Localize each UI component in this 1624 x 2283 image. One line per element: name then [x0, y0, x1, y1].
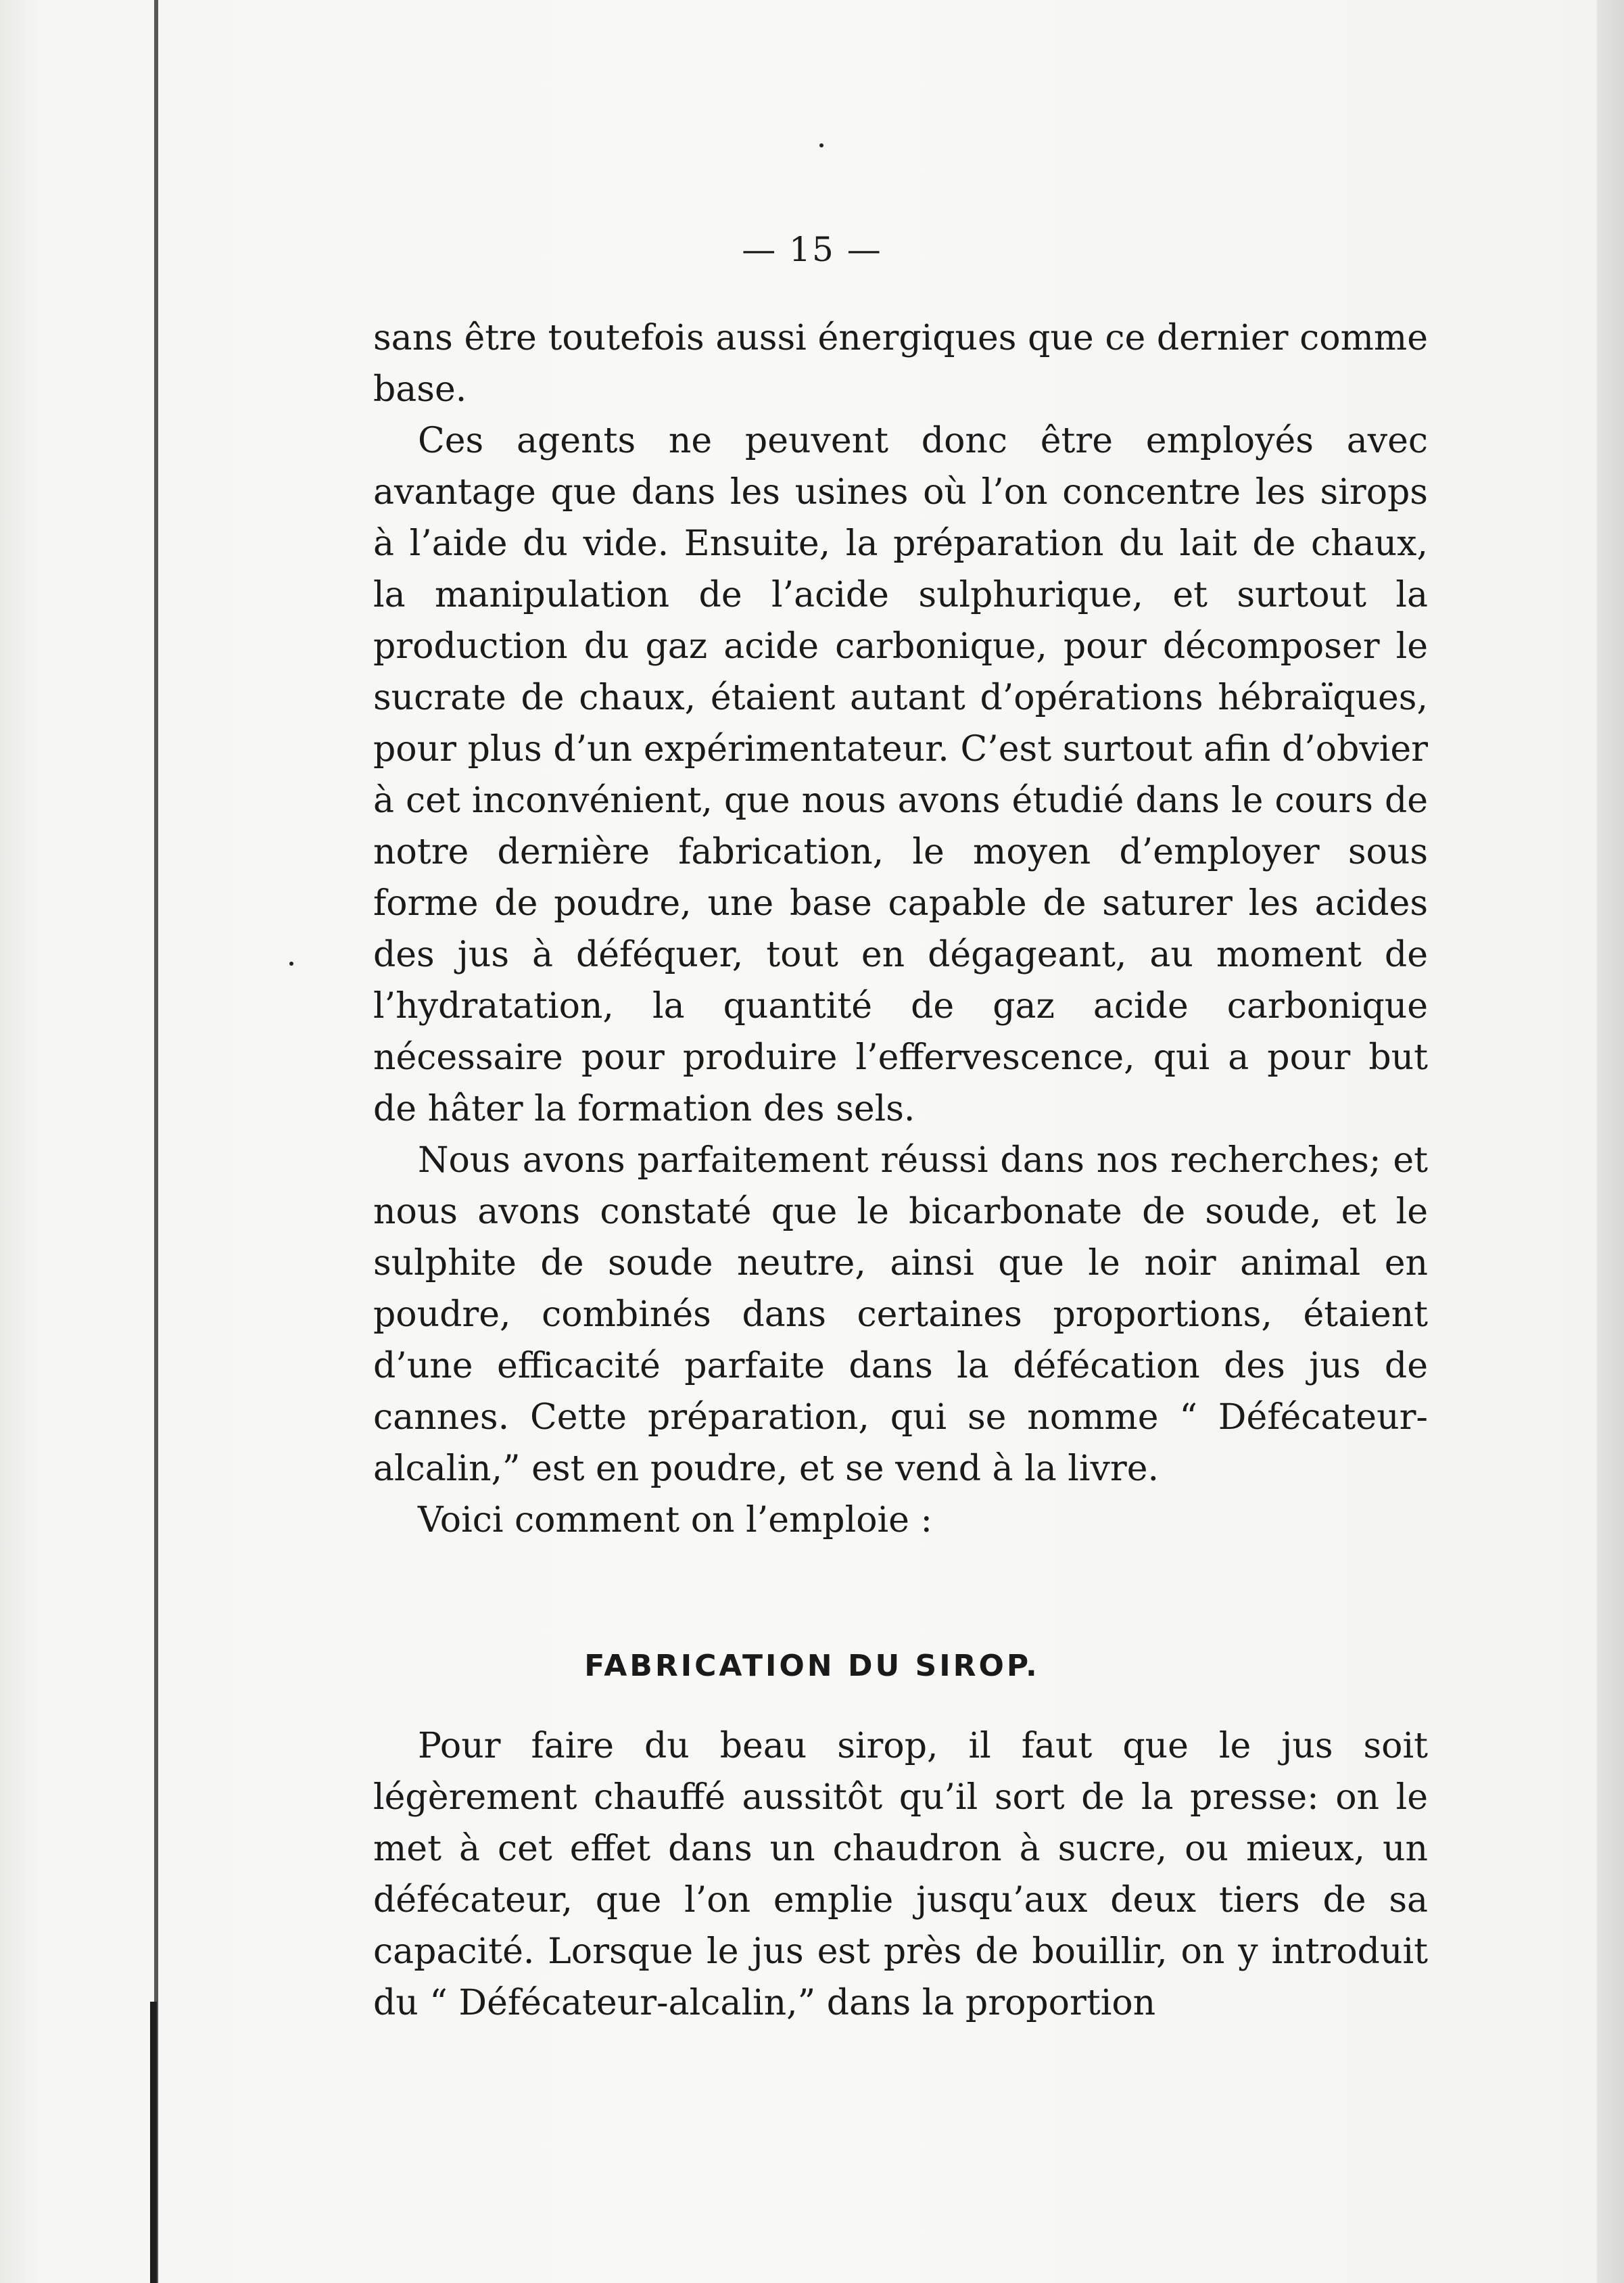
- body-text: [373, 312, 1428, 1546]
- section-text: [373, 1720, 1428, 2029]
- page-right-edge: [1597, 0, 1624, 2283]
- page-number: — 15 —: [742, 230, 882, 269]
- paragraph: sans être toutefois aussi énergiques que ce dernier comme base.: [373, 318, 1428, 410]
- ink-speck: [819, 143, 823, 147]
- paragraph: Pour faire du beau sirop, il faut que le jus soit légèrement chauffé aussitôt qu’il sort de la presse: on le met à cet effet dans un chaudron à sucre, ou mieux, un défécateur, que l’on emplie jusqu’aux deux tiers de sa capacité. Lorsque le jus est près de bouillir, on y introduit du “ Défécateur-alcalin,” dans la proportion: [373, 1726, 1428, 2023]
- paragraph: Nous avons parfaitement réussi dans nos recherches; et nous avons constaté que le bicarbonate de soude, et le sulphite de soude neutre, ainsi que le noir animal en poudre, combinés dans certaines proportions, étaient d’une efficacité parfaite dans la défécation des jus de cannes. Cette préparation, qui se nomme “ Défécateur-alcalin,” est en poudre, et se vend à la livre.: [373, 1140, 1428, 1489]
- binding-edge-shadow: [150, 2002, 157, 2283]
- section-heading: FABRICATION DU SIROP.: [584, 1649, 1040, 1683]
- ink-speck: [289, 962, 293, 966]
- paragraph: Ces agents ne peuvent donc être employés avec avantage que dans les usines où l’on concentre les sirops à l’aide du vide. Ensuite, la préparation du lait de chaux, la manipulation de l’acide sulphurique, et surtout la production du gaz acide carbonique, pour décomposer le sucrate de chaux, étaient autant d’opérations hébraïques, pour plus d’un expérimentateur. C’est surtout afin d’obvier à cet inconvénient, que nous avons étudié dans le cours de notre dernière fabrication, le moyen d’employer sous forme de poudre, une base capable de saturer les acides des jus à déféquer, tout en dégageant, au moment de l’hydratation, la quantité de gaz acide carbonique nécessaire pour produire l’effervescence, qui a pour but de hâter la formation des sels.: [373, 421, 1428, 1129]
- binding-edge: [154, 0, 158, 2283]
- paragraph: Voici comment on l’emploie :: [418, 1500, 932, 1540]
